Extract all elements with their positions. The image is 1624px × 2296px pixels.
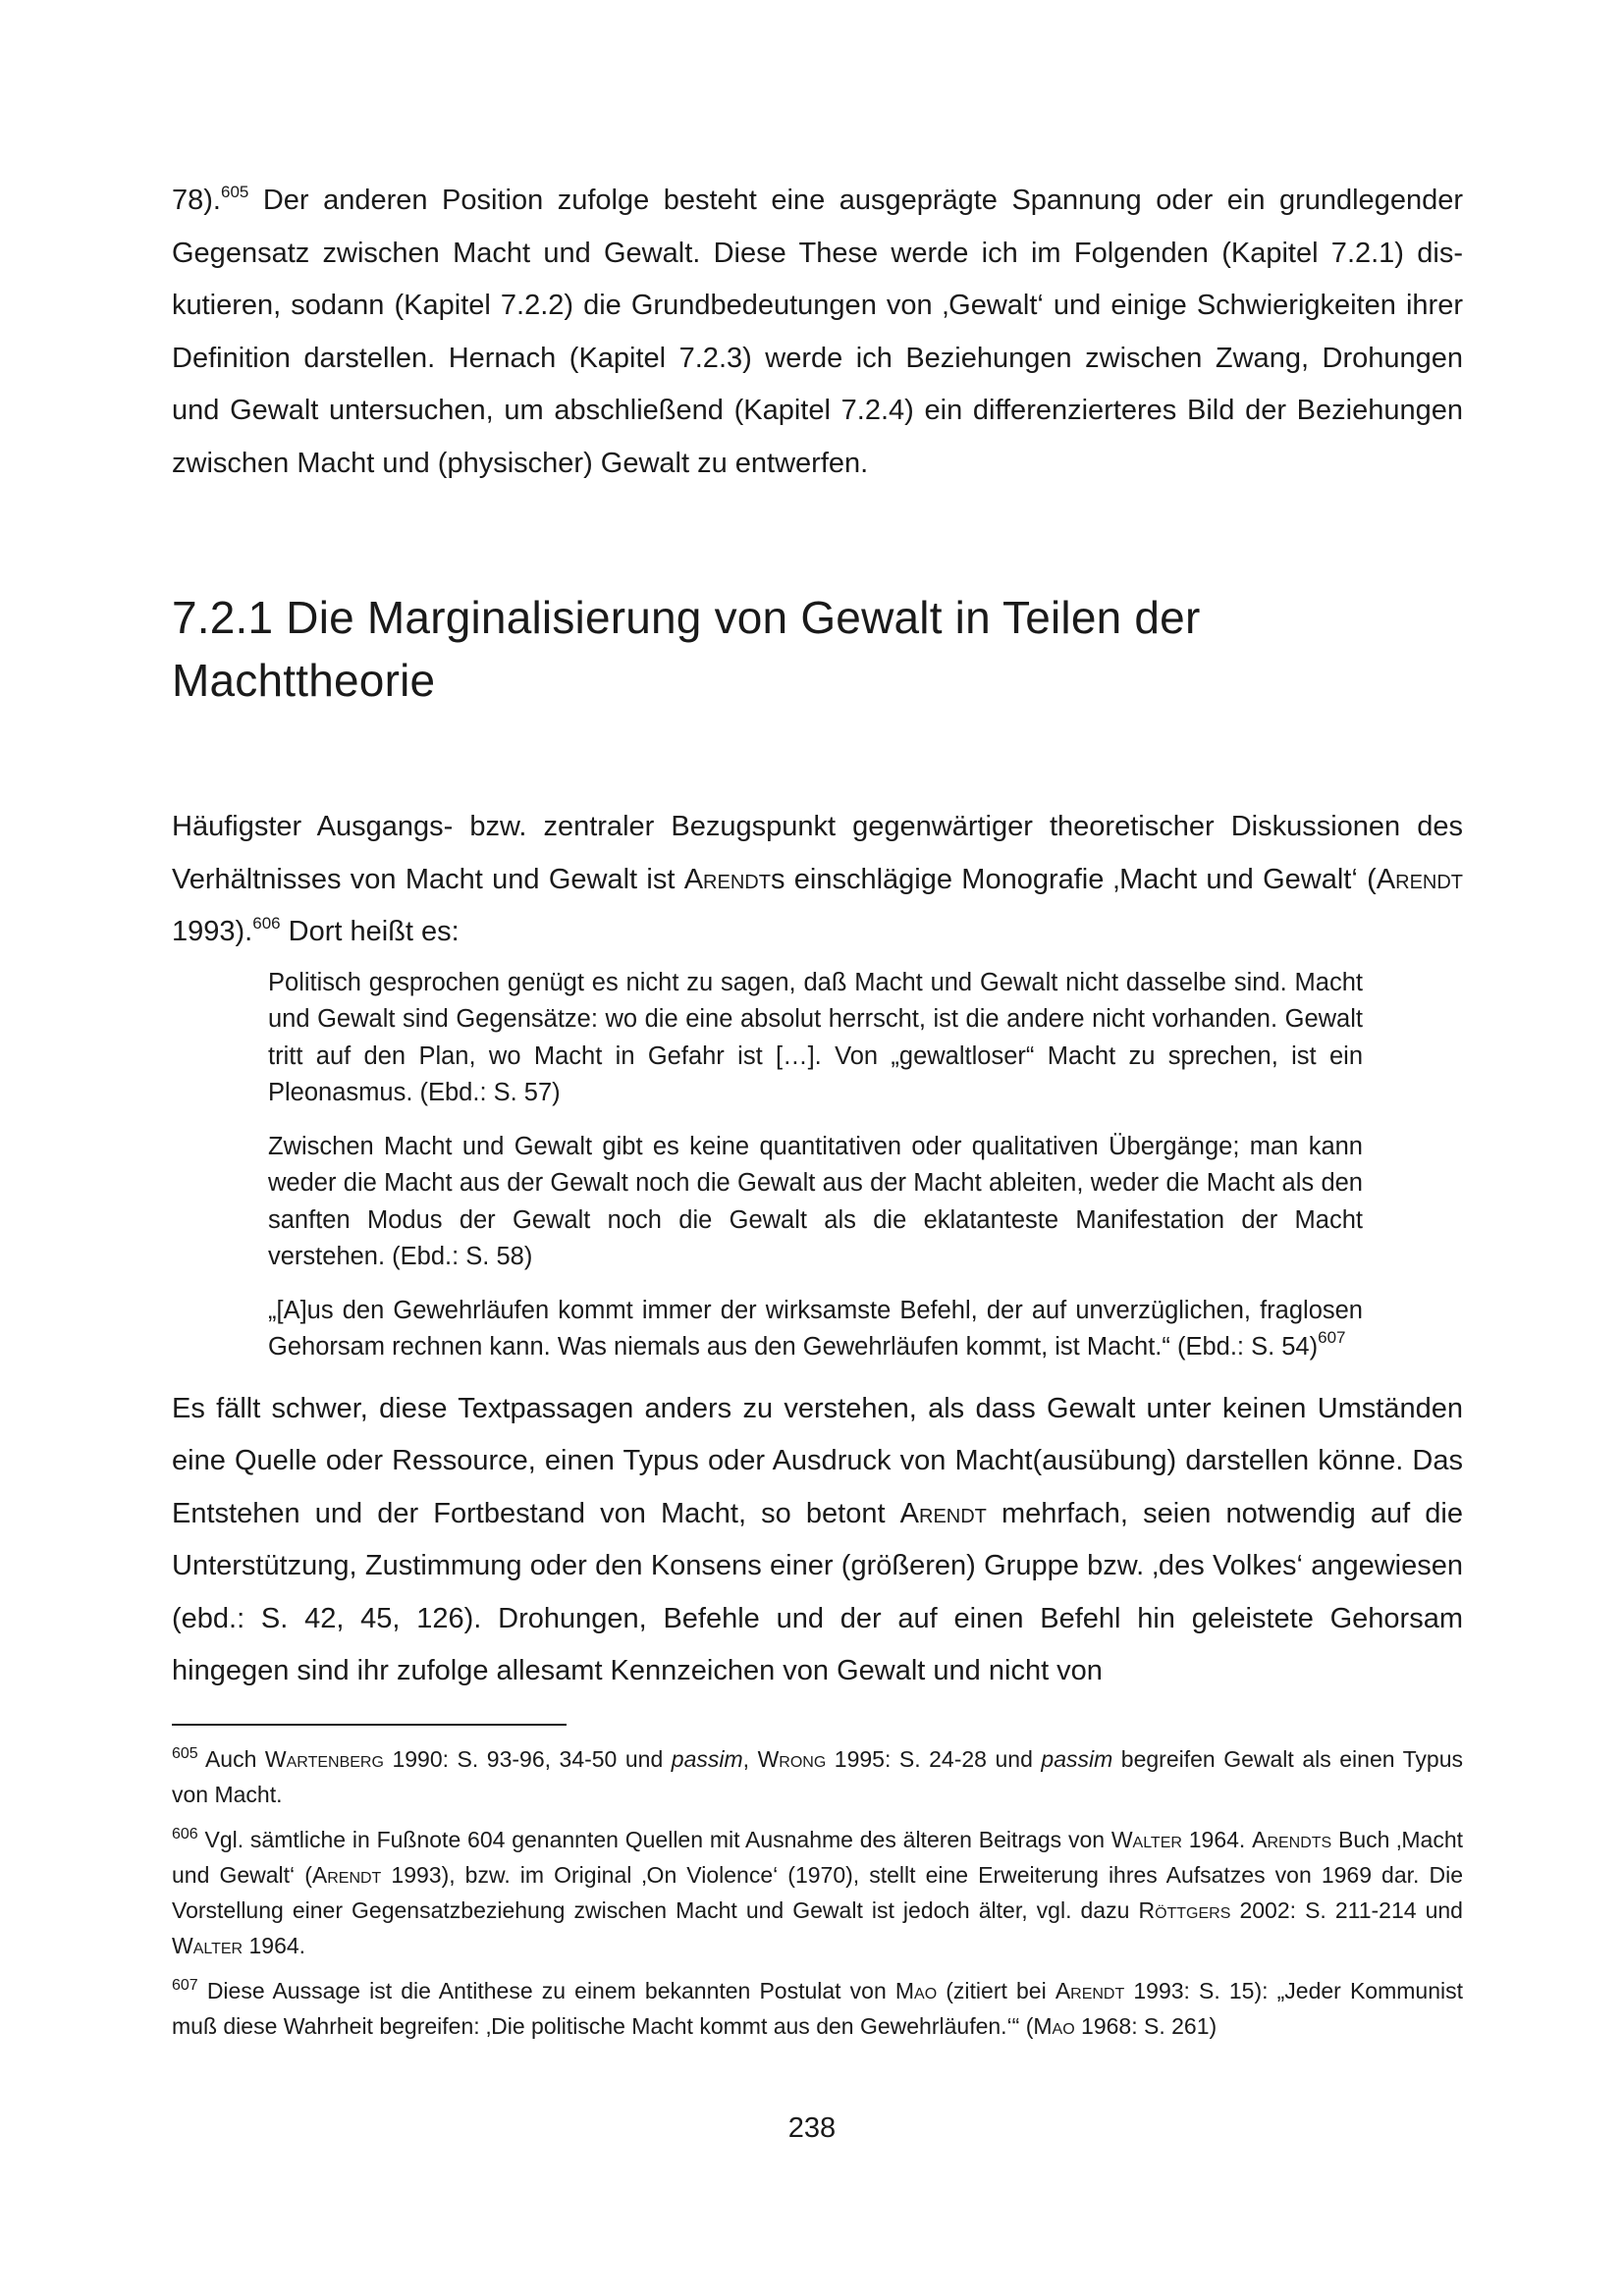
author-name: Mao <box>1033 2012 1075 2039</box>
footnote-ref-605[interactable]: 605 <box>220 183 249 201</box>
footnote-text: Auch <box>197 1745 265 1772</box>
intro-text-start: 78). <box>172 185 221 216</box>
section-heading: 7.2.1 Die Marginalisierung von Gewalt in Teilen der Machttheorie <box>172 592 1201 706</box>
author-name: Wrong <box>757 1745 827 1772</box>
author-name: Walter <box>1110 1826 1182 1852</box>
block-quote-3 <box>268 1293 1363 1366</box>
footnote-text: 1993: S. 15): „Jeder Kommunist muß diese Wahrheit begreifen: ‚Die politische Macht kommt aus den Gewehrläufen.‘“ ( <box>172 1977 1463 2039</box>
footnote-text: begreifen Gewalt als einen Typus von Macht. <box>172 1745 1464 1807</box>
italic-term: passim <box>671 1745 743 1772</box>
author-name: Mao <box>894 1977 938 2003</box>
body-text: Es fällt schwer, diese Textpassagen anders zu verstehen, als dass Gewalt unter keinen Umständen eine Quelle oder Ressource, einen Typus oder Ausdruck von Macht(ausübung) darstellen könne. Das Entstehen und der Fortbestand von Macht, so betont <box>172 1392 1463 1529</box>
footnote-number: 607 <box>172 1976 198 1994</box>
author-name: Arendt <box>899 1497 987 1529</box>
italic-term: passim <box>1041 1745 1113 1772</box>
footnote-number: 606 <box>172 1825 198 1842</box>
footnote-text: 1995: S. 24-28 und <box>826 1745 1042 1772</box>
block-quote-3-text: „[A]us den Gewehrläufen kommt immer der wirksamste Befehl, der auf unverzüglichen, fraglosen Gehorsam rechnen kann. Was niemals aus den Gewehrläufen kommt, ist Macht.“ (Ebd.: S. 54) <box>268 1296 1363 1361</box>
footnote-text: 1964. <box>243 1932 306 1958</box>
intro-text: Der anderen Position zufolge besteht eine ausgeprägte Spannung oder ein grundlegender Gegensatz zwischen Macht und Gewalt. Diese These werde ich im Folgenden (Kapitel 7.2.1) diskutieren, sodann (Kapitel 7.2.2) die Grundbedeutungen von ‚Gewalt‘ und einige Schwierigkeiten ihrer Definition darstellen. Hernach (Kapitel 7.2.3) werde ich Beziehungen zwischen Zwang, Drohungen und Gewalt untersuchen, um abschließend (Kapitel 7.2.4) ein differenzierteres Bild der Beziehungen zwischen Macht und (physischer) Gewalt zu entwerfen. <box>172 185 1463 479</box>
lead-text: Dort heißt es: <box>280 916 460 947</box>
footnote-number: 605 <box>172 1744 198 1762</box>
footnote-text: (zitiert bei <box>937 1977 1056 2003</box>
footnote-text: 2002: S. 211-214 und <box>1230 1896 1463 1923</box>
page-content <box>172 175 1463 2054</box>
footnote-text: Diese Aussage ist die Antithese zu einem bekannten Postulat von <box>197 1977 895 2003</box>
block-quote-1: Politisch gesprochen genügt es nicht zu sagen, daß Macht und Gewalt nicht dasselbe sind. Macht und Gewalt sind Gegensätze: wo die eine absolut herrscht, ist die andere nicht vorhanden. Gewalt tritt auf den Plan, wo Macht in Gefahr ist […]. Von „gewaltloser“ Macht zu sprechen, ist ein Pleonasmus. (Ebd.: S. 57) <box>268 968 1363 1106</box>
lead-paragraph <box>172 801 1463 959</box>
author-name: Arendt <box>311 1861 382 1888</box>
footnote-607 <box>172 1973 1463 2044</box>
block-quotes <box>268 965 1363 1366</box>
page-number: 238 <box>787 2112 837 2144</box>
author-name: Arendt <box>1376 863 1464 895</box>
footnote-606 <box>172 1822 1463 1963</box>
body-text: mehrfach, seien notwendig auf die Unterstützung, Zustimmung oder den Konsens einer (größeren) Gruppe bzw. ‚des Volkes‘ angewiesen (ebd.: S. 42, 45, 126). Drohungen, Befehle und der auf einen Befehl hin geleistete Gehorsam hingegen sind ihr zufolge allesamt Kennzeichen von Gewalt und nicht von <box>172 1497 1463 1686</box>
lead-text: 1993). <box>172 916 253 947</box>
author-name: Walter <box>172 1932 244 1958</box>
footnote-text: Vgl. sämtliche in Fußnote 604 genannten Quellen mit Ausnahme des älteren Beitrags von <box>197 1826 1111 1852</box>
author-name: Wartenberg <box>264 1745 384 1772</box>
block-quote-2: Zwischen Macht und Gewalt gibt es keine quantitativen oder qualitativen Übergänge; man kann weder die Macht aus der Gewalt noch die Gewalt aus der Macht ableiten, weder die Macht als den sanften Modus der Gewalt noch die Gewalt als die eklatanteste Manifestation der Macht verstehen. (Ebd.: S. 58) <box>268 1132 1363 1270</box>
intro-paragraph <box>172 175 1463 490</box>
footnote-ref-607[interactable]: 607 <box>1318 1328 1346 1347</box>
footnote-text: , <box>742 1745 758 1772</box>
body-paragraph <box>172 1383 1463 1698</box>
lead-text: Häufigster Ausgangs- bzw. zentraler Bezugspunkt gegenwärtiger theoretischer Diskussionen des Verhältnisses von Macht und Gewalt ist <box>172 811 1463 895</box>
author-name: Arendts <box>1252 1826 1332 1852</box>
author-name: Arendt <box>1055 1977 1125 2003</box>
footnote-605 <box>172 1741 1463 1812</box>
author-name: Arendt <box>683 863 771 895</box>
footnote-divider <box>172 1724 567 1726</box>
footnote-text: 1990: S. 93-96, 34-50 und <box>383 1745 672 1772</box>
footnote-text: 1993), bzw. im Original ‚On Violence‘ (1970), stellt eine Erweiterung ihres Aufsatzes von 1969 dar. Die Vorstellung einer Gegensatzbeziehung zwischen Macht und Gewalt ist jedoch älter, vgl. dazu <box>172 1861 1463 1923</box>
footnote-ref-606[interactable]: 606 <box>252 914 281 933</box>
footnote-text: Buch ‚Macht und Gewalt‘ ( <box>172 1826 1464 1888</box>
author-name: Röttgers <box>1138 1896 1231 1923</box>
lead-text: s einschlägige Monografie ‚Macht und Gewalt‘ ( <box>770 863 1377 895</box>
footnote-text: 1968: S. 261) <box>1074 2012 1218 2039</box>
footnote-text: 1964. <box>1181 1826 1253 1852</box>
